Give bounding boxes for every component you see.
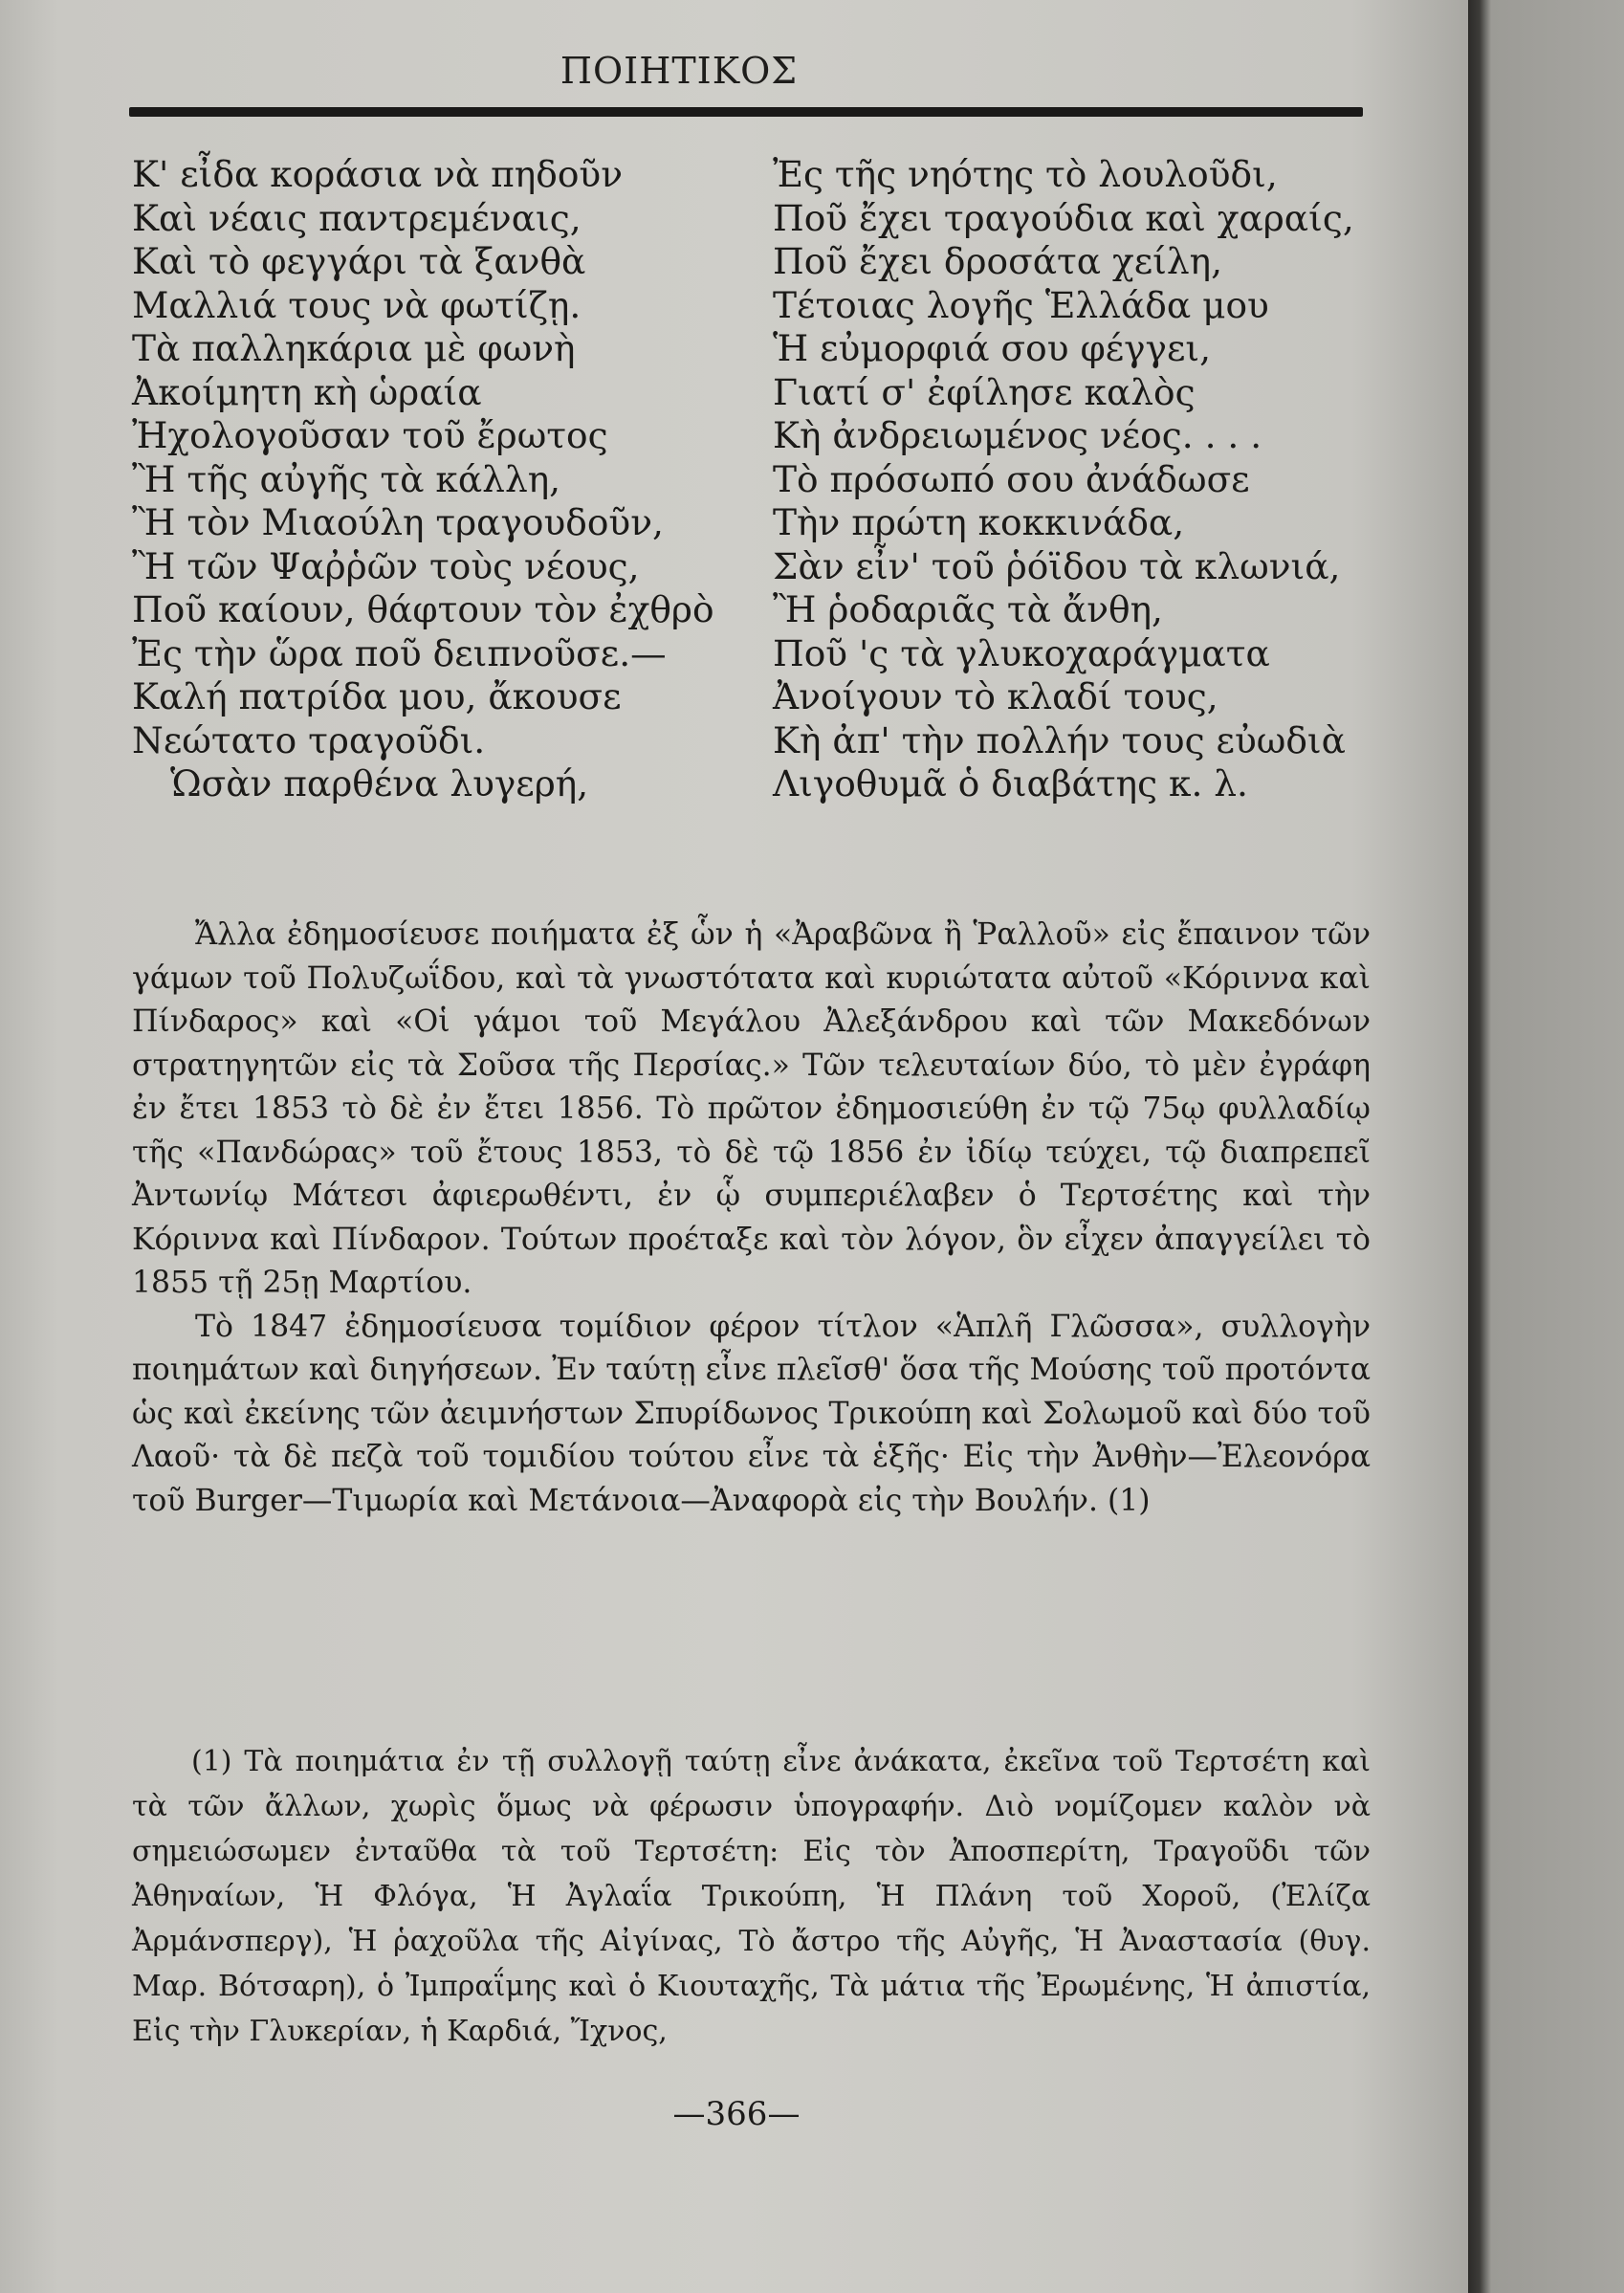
poem-line: Ἀκοίμητη κὴ ὡραία — [132, 370, 482, 413]
poem-line: Ἢ τῆς αὐγῆς τὰ κάλλη, — [132, 457, 561, 500]
poem-line: Τὰ παλληκάρια μὲ φωνὴ — [132, 327, 576, 369]
poem-left-column — [132, 153, 744, 806]
poem-line: Σὰν εἶν' τοῦ ῥόϊδου τὰ κλωνιά, — [773, 544, 1341, 587]
poem-line: Ὡσὰν παρθένα λυγερή, — [170, 762, 589, 805]
paragraph-2: Τὸ 1847 ἐδημοσίευσα τομίδιον φέρον τίτλον «Ἁπλῆ Γλῶσσα», συλλογὴν ποιημάτων καὶ διηγήσεων. Ἐν ταύτῃ εἶνε πλεῖσθ' ὅσα τῆς Μούσης τοῦ προτόντα ὡς καὶ ἐκείνης τῶν ἀειμνήστων Σπυρίδωνος Τρικούπη καὶ Σολωμοῦ καὶ δύο τοῦ Λαοῦ· τὰ δὲ πεζὰ τοῦ τομιδίου τούτου εἶνε τὰ ἑξῆς· Εἰς τὴν Ἀνθὴν—Ἐλεονόρα τοῦ Burger—Τιμωρία καὶ Μετάνοια—Ἀναφορὰ εἰς τὴν Βουλήν. (1) — [132, 1309, 1371, 1518]
poem-line: Ἢ τὸν Μιαούλη τραγουδοῦν, — [132, 501, 664, 543]
poem-line: Κ' εἶδα κοράσια νὰ πηδοῦν — [132, 153, 624, 195]
poem-line: Κὴ ἀπ' τὴν πολλήν τους εὐωδιὰ — [773, 718, 1346, 761]
poem-line: Ποῦ 'ς τὰ γλυκοχαράγματα — [773, 631, 1270, 674]
poem-line: Ποῦ ἔχει τραγούδια καὶ χαραίς, — [773, 196, 1354, 239]
header-rule — [129, 107, 1363, 117]
poem-line: Ἡ εὐμορφιά σου φέγγει, — [773, 327, 1212, 369]
poem-line: Τέτοιας λογῆς Ἑλλάδα μου — [773, 283, 1269, 326]
footnote: (1) Τὰ ποιημάτια ἐν τῇ συλλογῇ ταύτῃ εἶνε ἀνάκατα, ἐκεῖνα τοῦ Τερτσέτη καὶ τὰ τῶν ἄλλων, χωρὶς ὅμως νὰ φέρωσιν ὑπογραφήν. Διὸ νομίζομεν καλὸν νὰ σημειώσωμεν ἐνταῦθα τὰ τοῦ Τερτσέτη: Εἰς τὸν Ἀποσπερίτη, Τραγοῦδι τῶν Ἀθηναίων, Ἡ Φλόγα, Ἡ Ἀγλαΐα Τρικούπη, Ἡ Πλάνη τοῦ Χοροῦ, (Ἐλίζα Ἀρμάνσπεργ), Ἡ ῥαχοῦλα τῆς Αἰγίνας, Τὸ ἄστρο τῆς Αὐγῆς, Ἡ Ἀναστασία (θυγ. Μαρ. Βότσαρη), ὁ Ἰμπραΐμης καὶ ὁ Κιουταχῆς, Τὰ μάτια τῆς Ἐρωμένης, Ἡ ἀπιστία, Εἰς τὴν Γλυκερίαν, ἡ Καρδιά, Ἴχνος, — [132, 1745, 1371, 2048]
page-number: —366— — [672, 2095, 801, 2133]
body-text — [132, 914, 1371, 1523]
paragraph-1: Ἄλλα ἐδημοσίευσε ποιήματα ἐξ ὧν ἡ «Ἀραβῶνα ἢ Ῥαλλοῦ» εἰς ἔπαινον τῶν γάμων τοῦ Πολυζωΐδου, καὶ τὰ γνωστότατα καὶ κυριώτατα αὐτοῦ «Κόριννα καὶ Πίνδαρος» καὶ «Οἱ γάμοι τοῦ Μεγάλου Ἀλεξάνδρου καὶ τῶν Μακεδόνων στρατηγητῶν εἰς τὰ Σοῦσα τῆς Περσίας.» Τῶν τελευταίων δύο, τὸ μὲν ἐγράφη ἐν ἔτει 1853 τὸ δὲ ἐν ἔτει 1856. Τὸ πρῶτον ἐδημοσιεύθη ἐν τῷ 75ῳ φυλλαδίῳ τῆς «Πανδώρας» τοῦ ἔτους 1853, τὸ δὲ τῷ 1856 ἐν ἰδίῳ τεύχει, τῷ διαπρεπεῖ Ἀντωνίῳ Μάτεσι ἀφιερωθέντι, ἐν ᾧ συμπεριέλαβεν ὁ Τερτσέτης καὶ τὴν Κόριννα καὶ Πίνδαρον. Τούτων προέταξε καὶ τὸν λόγον, ὃν εἶχεν ἀπαγγείλει τὸ 1855 τῇ 25ῃ Μαρτίου. — [132, 917, 1371, 1300]
poem-line: Τὴν πρώτη κοκκινάδα, — [773, 501, 1185, 543]
book-gutter — [1468, 0, 1624, 2293]
poem-line: Ποῦ ἔχει δροσάτα χείλη, — [773, 240, 1223, 282]
poem-line: Ἀνοίγουν τὸ κλαδί τους, — [773, 675, 1218, 717]
poem-line: Ἐς τὴν ὥρα ποῦ δειπνοῦσε.— — [132, 631, 667, 674]
poem-right-column — [773, 153, 1385, 806]
poem-line: Ἢ ῥοδαριᾶς τὰ ἄνθη, — [773, 588, 1163, 630]
poem-line: Ἐς τῆς νηότης τὸ λουλοῦδι, — [773, 153, 1278, 195]
poem-line: Νεώτατο τραγοῦδι. — [132, 718, 486, 761]
poem-line: Μαλλιά τους νὰ φωτίζῃ. — [132, 283, 582, 326]
poem-line: Κὴ ἀνδρειωμένος νέος. . . . — [773, 414, 1262, 456]
running-header: ΠΟΙΗΤΙΚΟΣ — [560, 50, 799, 92]
poem-line: Λιγοθυμᾶ ὁ διαβάτης κ. λ. — [773, 762, 1248, 805]
poem-line: Ἠχολογοῦσαν τοῦ ἔρωτος — [132, 414, 608, 456]
poem-line: Ἢ τῶν Ψαῤῥῶν τοὺς νέους, — [132, 544, 640, 587]
poem-line: Καλή πατρίδα μου, ἄκουσε — [132, 675, 622, 717]
poem-line: Καὶ νέαις παντρεμέναις, — [132, 196, 582, 239]
poem-line: Τὸ πρόσωπό σου ἀνάδωσε — [773, 457, 1250, 500]
poem-line: Καὶ τὸ φεγγάρι τὰ ξανθὰ — [132, 240, 586, 282]
poem-line: Ποῦ καίουν, θάφτουν τὸν ἐχθρὸ — [132, 588, 714, 630]
poem-line: Γιατί σ' ἐφίλησε καλὸς — [773, 370, 1196, 413]
